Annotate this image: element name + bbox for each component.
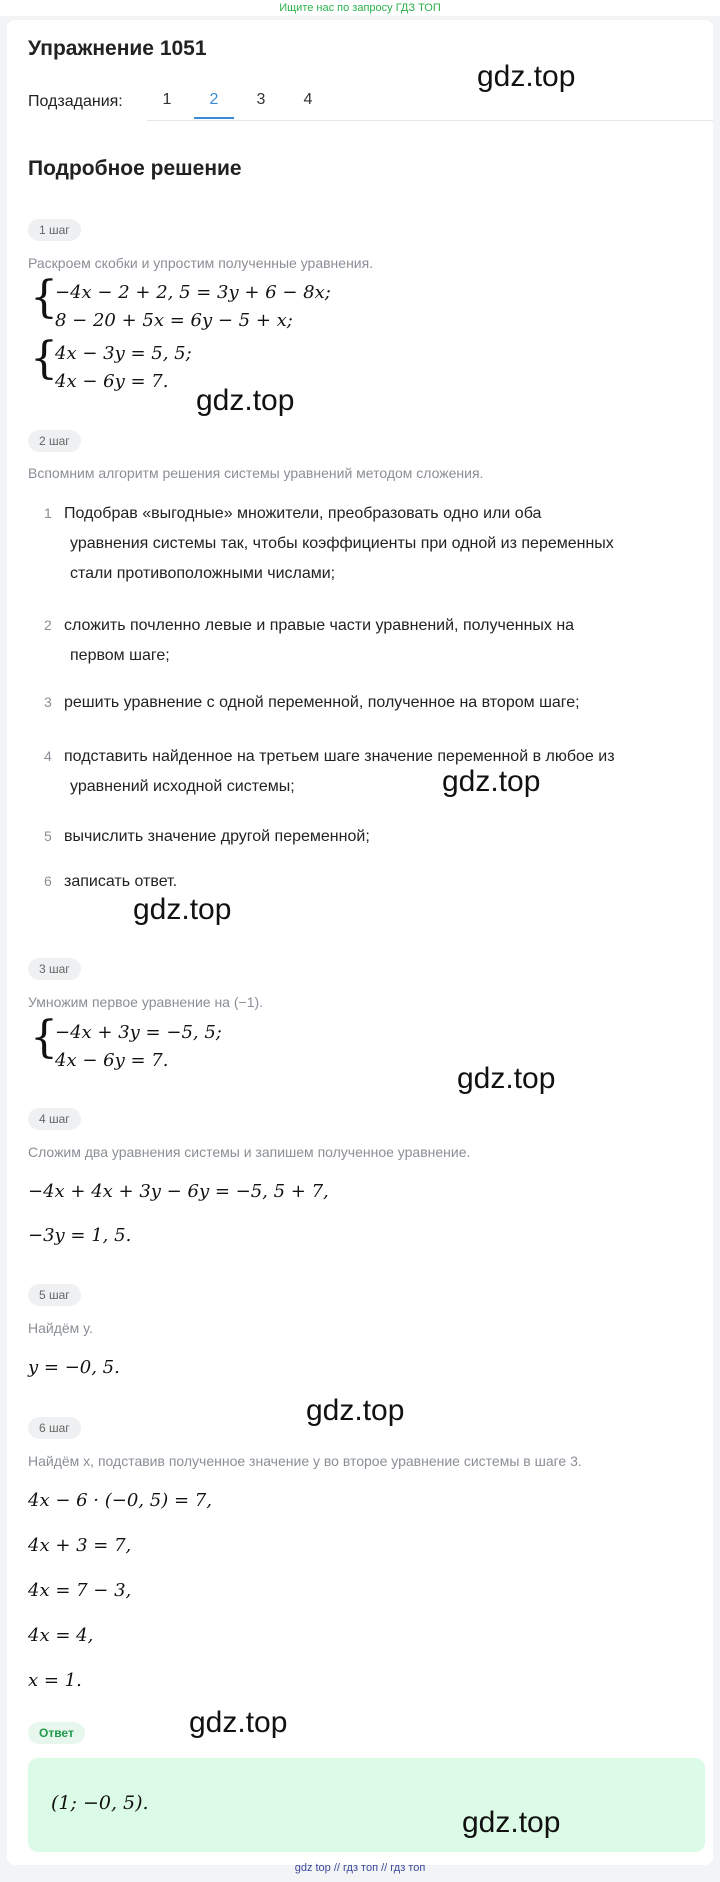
equation: −3y = 1, 5. — [28, 1225, 132, 1246]
equation: 4x + 3 = 7, — [28, 1535, 132, 1556]
watermark: gdz.top — [477, 60, 576, 93]
active-tab-indicator — [194, 117, 234, 119]
answer-box — [28, 1758, 705, 1852]
solution-card — [7, 20, 713, 1865]
equation: −4x − 2 + 2, 5 = 3y + 6 − 8x; — [55, 282, 331, 303]
step-badge: 2 шаг — [28, 430, 81, 452]
page-title: Упражнение 1051 — [28, 37, 207, 60]
watermark: gdz.top — [133, 893, 232, 926]
equation: −4x + 4x + 3y − 6y = −5, 5 + 7, — [28, 1181, 329, 1202]
tab-subtask-4[interactable]: 4 — [303, 91, 313, 108]
list-item: Подобрав «выгодные» множители, преобразовать одно или оба уравнения системы так, чтобы коэффициенты при одной из переменных стали противоположными числами; — [64, 505, 614, 582]
watermark: gdz.top — [189, 1706, 288, 1739]
list-number: 4 — [44, 748, 52, 764]
step-badge: 6 шаг — [28, 1417, 81, 1439]
system-brace: { — [30, 1012, 58, 1063]
watermark: gdz.top — [457, 1062, 556, 1095]
step-badge: 3 шаг — [28, 958, 81, 980]
tab-subtask-2[interactable]: 2 — [209, 91, 219, 108]
step-text: Сложим два уравнения системы и запишем полученное уравнение. — [28, 1144, 471, 1160]
equation: x = 1. — [28, 1670, 82, 1691]
equation: 8 − 20 + 5x = 6y − 5 + x; — [55, 310, 293, 331]
list-item: записать ответ. — [64, 873, 178, 890]
equation: y = −0, 5. — [28, 1357, 120, 1378]
list-item: сложить почленно левые и правые части уравнений, полученных на первом шаге; — [64, 617, 575, 664]
equation: 4x − 6y = 7. — [55, 371, 169, 392]
step-text: Найдём y. — [28, 1320, 94, 1336]
step-text: Найдём x, подставив полученное значение y во второе уравнение системы в шаге 3. — [28, 1453, 582, 1469]
watermark: gdz.top — [462, 1806, 561, 1839]
list-number: 2 — [44, 617, 52, 633]
tab-subtask-3[interactable]: 3 — [256, 91, 266, 108]
list-number: 5 — [44, 828, 52, 844]
footer-links[interactable]: gdz top // гдз топ // гдз топ — [294, 1862, 426, 1874]
tabs-divider — [147, 120, 713, 121]
subtasks-label: Подзадания: — [28, 93, 123, 110]
list-item: решить уравнение с одной переменной, полученное на втором шаге; — [64, 694, 580, 711]
tab-subtask-1[interactable]: 1 — [162, 91, 172, 108]
list-number: 1 — [44, 505, 52, 521]
solution-heading: Подробное решение — [28, 157, 242, 180]
step-badge: 5 шаг — [28, 1284, 81, 1306]
answer-value: (1; −0, 5). — [51, 1792, 149, 1814]
system-brace: { — [30, 333, 58, 384]
equation: 4x − 3y = 5, 5; — [55, 343, 192, 364]
watermark: gdz.top — [442, 765, 541, 798]
answer-badge: Ответ — [28, 1722, 85, 1744]
watermark: gdz.top — [196, 384, 295, 417]
step-badge: 4 шаг — [28, 1108, 81, 1130]
system-brace: { — [30, 272, 58, 323]
equation: 4x − 6 · (−0, 5) = 7, — [28, 1490, 212, 1511]
step-text: Вспомним алгоритм решения системы уравнений методом сложения. — [28, 465, 484, 481]
list-number: 3 — [44, 694, 52, 710]
equation: 4x − 6y = 7. — [55, 1050, 169, 1071]
step-text: Раскроем скобки и упростим полученные уравнения. — [28, 255, 374, 271]
list-item: вычислить значение другой переменной; — [64, 828, 370, 845]
step-badge: 1 шаг — [28, 219, 81, 241]
equation: 4x = 7 − 3, — [28, 1580, 132, 1601]
equation: −4x + 3y = −5, 5; — [55, 1022, 222, 1043]
step-text: Умножим первое уравнение на (−1). — [28, 994, 264, 1010]
top-banner[interactable]: Ищите нас по запросу ГДЗ ТОП — [0, 0, 720, 16]
watermark: gdz.top — [306, 1394, 405, 1427]
equation: 4x = 4, — [28, 1625, 94, 1646]
list-item: подставить найденное на третьем шаге значение переменной в любое из уравнений исходной системы; — [64, 748, 615, 795]
list-number: 6 — [44, 873, 52, 889]
